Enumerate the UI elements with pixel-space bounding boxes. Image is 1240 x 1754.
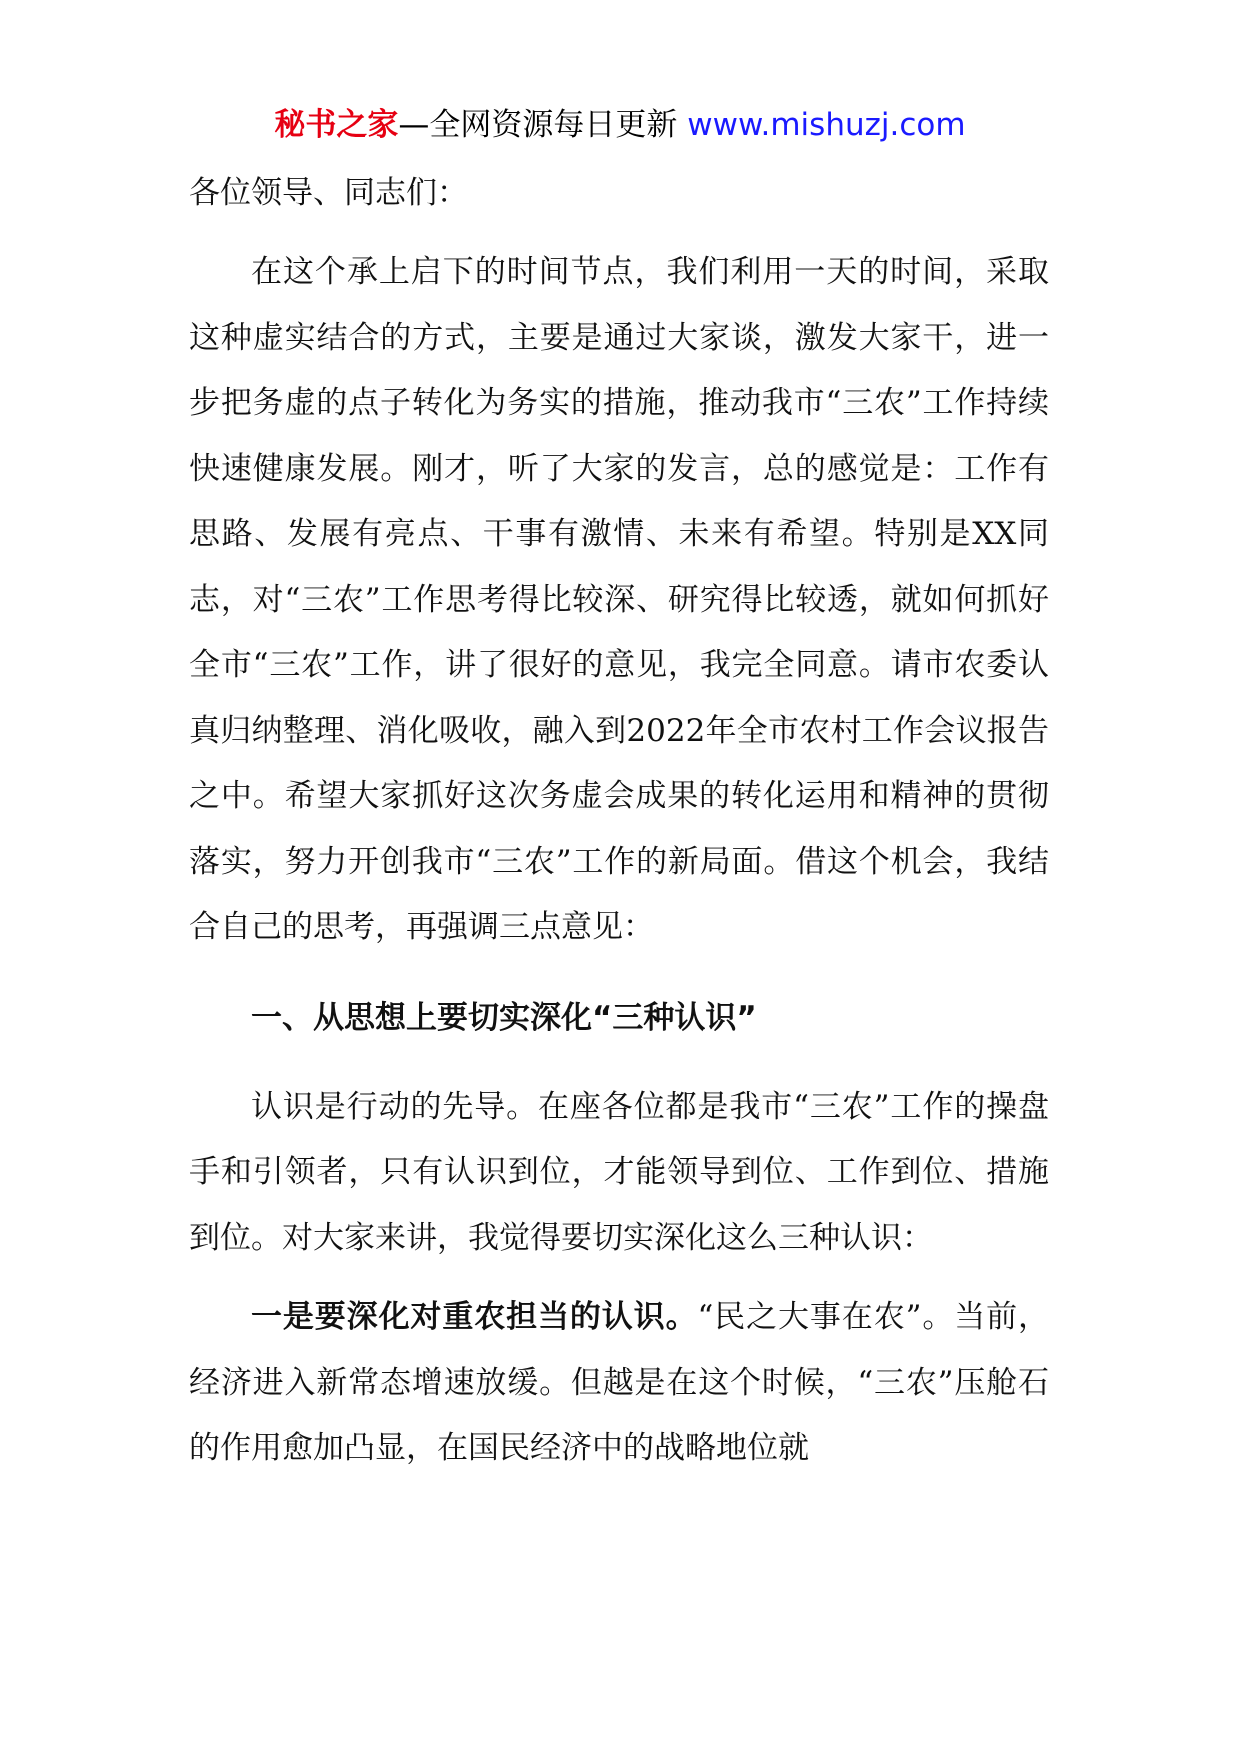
document-body [189, 160, 1049, 1482]
section-heading-1: 一、从思想上要切实深化“三种认识” [251, 999, 757, 1036]
paragraph-opening: 在这个承上启下的时间节点，我们利用一天的时间，采取这种虚实结合的方式，主要是通过大家谈，激发大家干，进一步把务虚的点子转化为务实的措施，推动我市“三农”工作持续快速健康发展。刚才，听了大家的发言，总的感觉是：工作有思路、发展有亮点、干事有激情、未来有希望。特别是XX同志，对“三农”工作思考得比较深、研究得比较透，就如何抓好全市“三农”工作，讲了很好的意见，我完全同意。请市农委认真归纳整理、消化吸收，融入到2022年全市农村工作会议报告之中。希望大家抓好这次务虚会成果的转化运用和精神的贯彻落实，努力开创我市“三农”工作的新局面。借这个机会，我结合自己的思考，再强调三点意见： [189, 254, 1049, 945]
paragraph-point-one [189, 1285, 1049, 1482]
site-banner [0, 103, 1240, 147]
paragraph-cognition: 认识是行动的先导。在座各位都是我市“三农”工作的操盘手和引领者，只有认识到位，才能领导到位、工作到位、措施到位。对大家来讲，我觉得要切实深化这么三种认识： [189, 1088, 1049, 1256]
point-one-lead: 一是要深化对重农担当的认识。 [251, 1299, 698, 1335]
salutation: 各位领导、同志们： [189, 175, 468, 211]
point-one-text: “民之大事在农”。当前，经济进入新常态增速放缓。但越是在这个时候，“三农”压舱石的作用愈加凸显，在国民经济中的战略地位就 [189, 1299, 1050, 1466]
brand-name: 秘书之家 [274, 107, 399, 143]
banner-slogan: —全网资源每日更新 [398, 107, 678, 143]
site-url-link[interactable]: www.mishuzj.com [687, 107, 966, 143]
